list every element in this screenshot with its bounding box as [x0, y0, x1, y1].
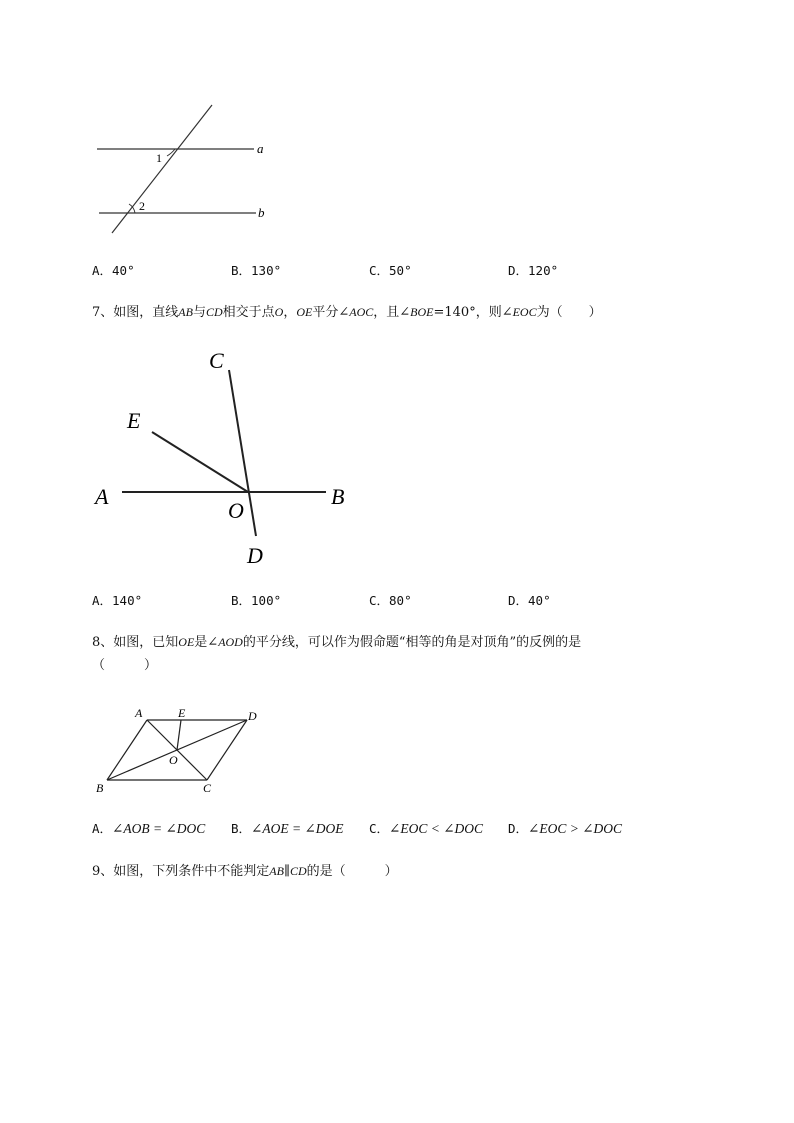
label-o: O — [169, 753, 178, 767]
q8-answer-blank: （ ） — [92, 658, 158, 673]
label-d: D — [248, 709, 257, 723]
q8-option-d-letter: D． — [508, 821, 529, 836]
q7-var-aoc: AOC — [349, 305, 374, 319]
label-e: E — [127, 408, 141, 433]
q8-option-c-letter: C． — [369, 821, 390, 836]
q6-option-a[interactable]: A．40° — [92, 263, 135, 278]
q9-text-2: 的是（ ） — [306, 864, 398, 879]
label-b: b — [258, 205, 265, 220]
q7-var-oe: OE — [296, 305, 313, 319]
q9-text-1: 9、如图，下列条件中不能判定 — [92, 864, 270, 879]
q8-option-a[interactable] — [92, 821, 205, 837]
ray-oe — [152, 432, 248, 492]
q7-option-d[interactable]: D．40° — [508, 593, 551, 608]
intersecting-lines-figure — [90, 340, 360, 575]
q7-text-5: 平分∠ — [312, 305, 350, 320]
parallel-lines-figure — [90, 100, 280, 240]
label-a: a — [257, 141, 264, 156]
q9-stem — [92, 863, 398, 880]
label-d: D — [247, 543, 263, 568]
q7-var-cd: CD — [205, 305, 223, 319]
q8-option-b-expr: ∠AOE = ∠DOE — [251, 821, 344, 836]
label-c: C — [203, 781, 212, 795]
q7-var-boe: BOE — [410, 305, 434, 319]
q7-var-eoc: EOC — [512, 305, 537, 319]
q7-var-o: O — [274, 305, 284, 319]
q6-option-b[interactable]: B．130° — [231, 263, 282, 278]
segment-oe — [177, 720, 181, 750]
q8-stem — [92, 634, 581, 651]
q7-text-8: 为（ ） — [536, 305, 602, 320]
q7-stem — [92, 304, 602, 321]
q7-text-3: 相交于点 — [222, 305, 275, 320]
q7-text-4: ， — [283, 305, 297, 320]
label-o: O — [228, 498, 244, 523]
q8-text-3: 的平分线，可以作为假命题“相等的角是对顶角”的反例的是 — [242, 635, 582, 650]
q8-option-b[interactable] — [231, 821, 344, 837]
q8-option-d[interactable] — [508, 821, 622, 837]
q6-option-c[interactable]: C．50° — [369, 263, 412, 278]
label-b: B — [96, 781, 104, 795]
q8-option-c[interactable] — [369, 821, 483, 837]
q9-var-cd: CD — [289, 864, 307, 878]
q7-text-1: 7、如图，直线 — [92, 305, 179, 320]
q9-parallel-symbol: ∥ — [283, 864, 290, 879]
q7-option-a[interactable]: A．140° — [92, 593, 143, 608]
q7-text-7: =140°，则∠ — [433, 305, 513, 320]
label-b: B — [331, 484, 345, 509]
q8-var-aod: AOD — [218, 635, 243, 649]
q8-option-d-expr: ∠EOC > ∠DOC — [528, 821, 623, 836]
label-e: E — [178, 706, 186, 720]
parallelogram-figure — [90, 700, 270, 800]
transversal — [112, 105, 212, 233]
q9-var-ab: AB — [269, 864, 284, 878]
q8-option-a-expr: ∠AOB = ∠DOC — [112, 821, 206, 836]
q7-text-2: 与 — [192, 305, 206, 320]
label-a: A — [95, 484, 109, 509]
q8-option-c-expr: ∠EOC < ∠DOC — [389, 821, 484, 836]
q8-option-a-letter: A． — [92, 821, 113, 836]
angle-1-arc — [167, 149, 175, 156]
q8-var-oe: OE — [178, 635, 195, 649]
q6-option-d[interactable]: D．120° — [508, 263, 559, 278]
q7-option-b[interactable]: B．100° — [231, 593, 282, 608]
label-a: A — [135, 706, 143, 720]
q7-text-6: ，且∠ — [373, 305, 411, 320]
label-angle-1: 1 — [156, 151, 162, 165]
label-c: C — [209, 348, 224, 373]
q8-option-b-letter: B． — [231, 821, 252, 836]
q7-option-c[interactable]: C．80° — [369, 593, 412, 608]
label-angle-2: 2 — [139, 199, 145, 213]
q8-text-2: 是∠ — [194, 635, 219, 650]
q8-text-1: 8、如图，已知 — [92, 635, 179, 650]
q7-var-ab: AB — [178, 305, 193, 319]
